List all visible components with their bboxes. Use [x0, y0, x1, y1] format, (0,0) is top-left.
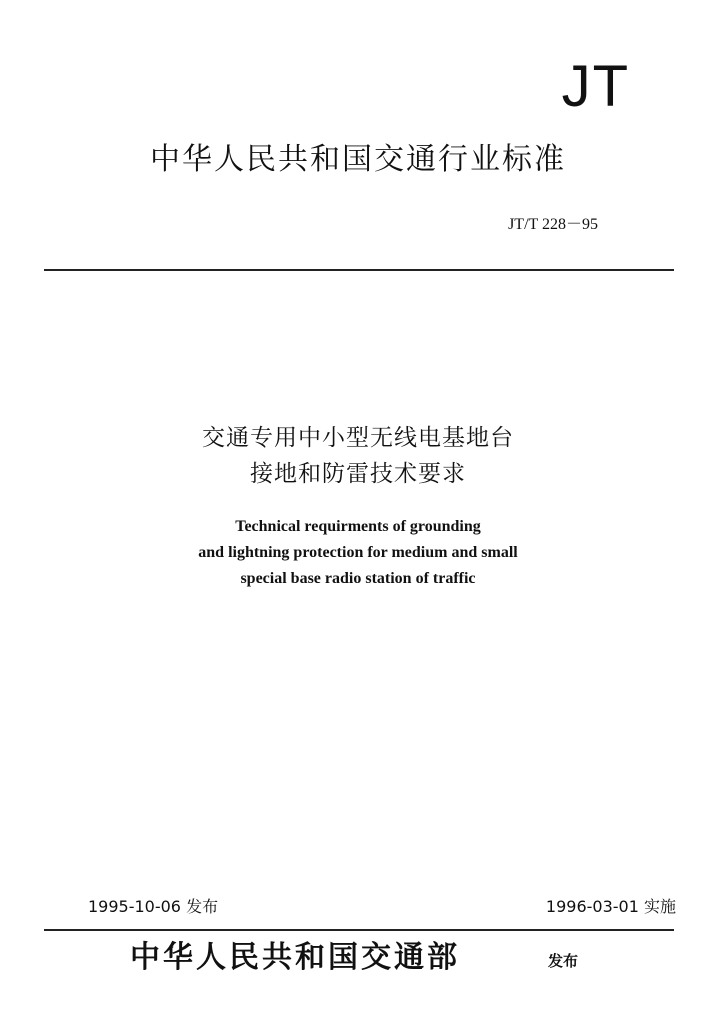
issue-date: 1995-10-06 发布 — [88, 897, 219, 916]
jt-logo: JT — [561, 54, 630, 119]
standard-category-title: 中华人民共和国交通行业标准 — [150, 142, 566, 177]
bottom-divider — [44, 929, 674, 931]
top-divider — [44, 269, 674, 271]
english-title-line-2: and lightning protection for medium and small — [198, 544, 518, 561]
chinese-title-line-2: 接地和防雷技术要求 — [250, 461, 466, 487]
english-title-line-3: special base radio station of traffic — [240, 570, 476, 587]
english-title-line-1: Technical requirments of grounding — [235, 518, 481, 535]
chinese-title-line-1: 交通专用中小型无线电基地台 — [202, 425, 514, 451]
standard-code: JT/T 228－95 — [508, 216, 598, 233]
issuer-action-label: 发布 — [548, 952, 579, 970]
implementation-date: 1996-03-01 实施 — [545, 897, 676, 916]
issuing-authority: 中华人民共和国交通部 — [130, 940, 460, 975]
